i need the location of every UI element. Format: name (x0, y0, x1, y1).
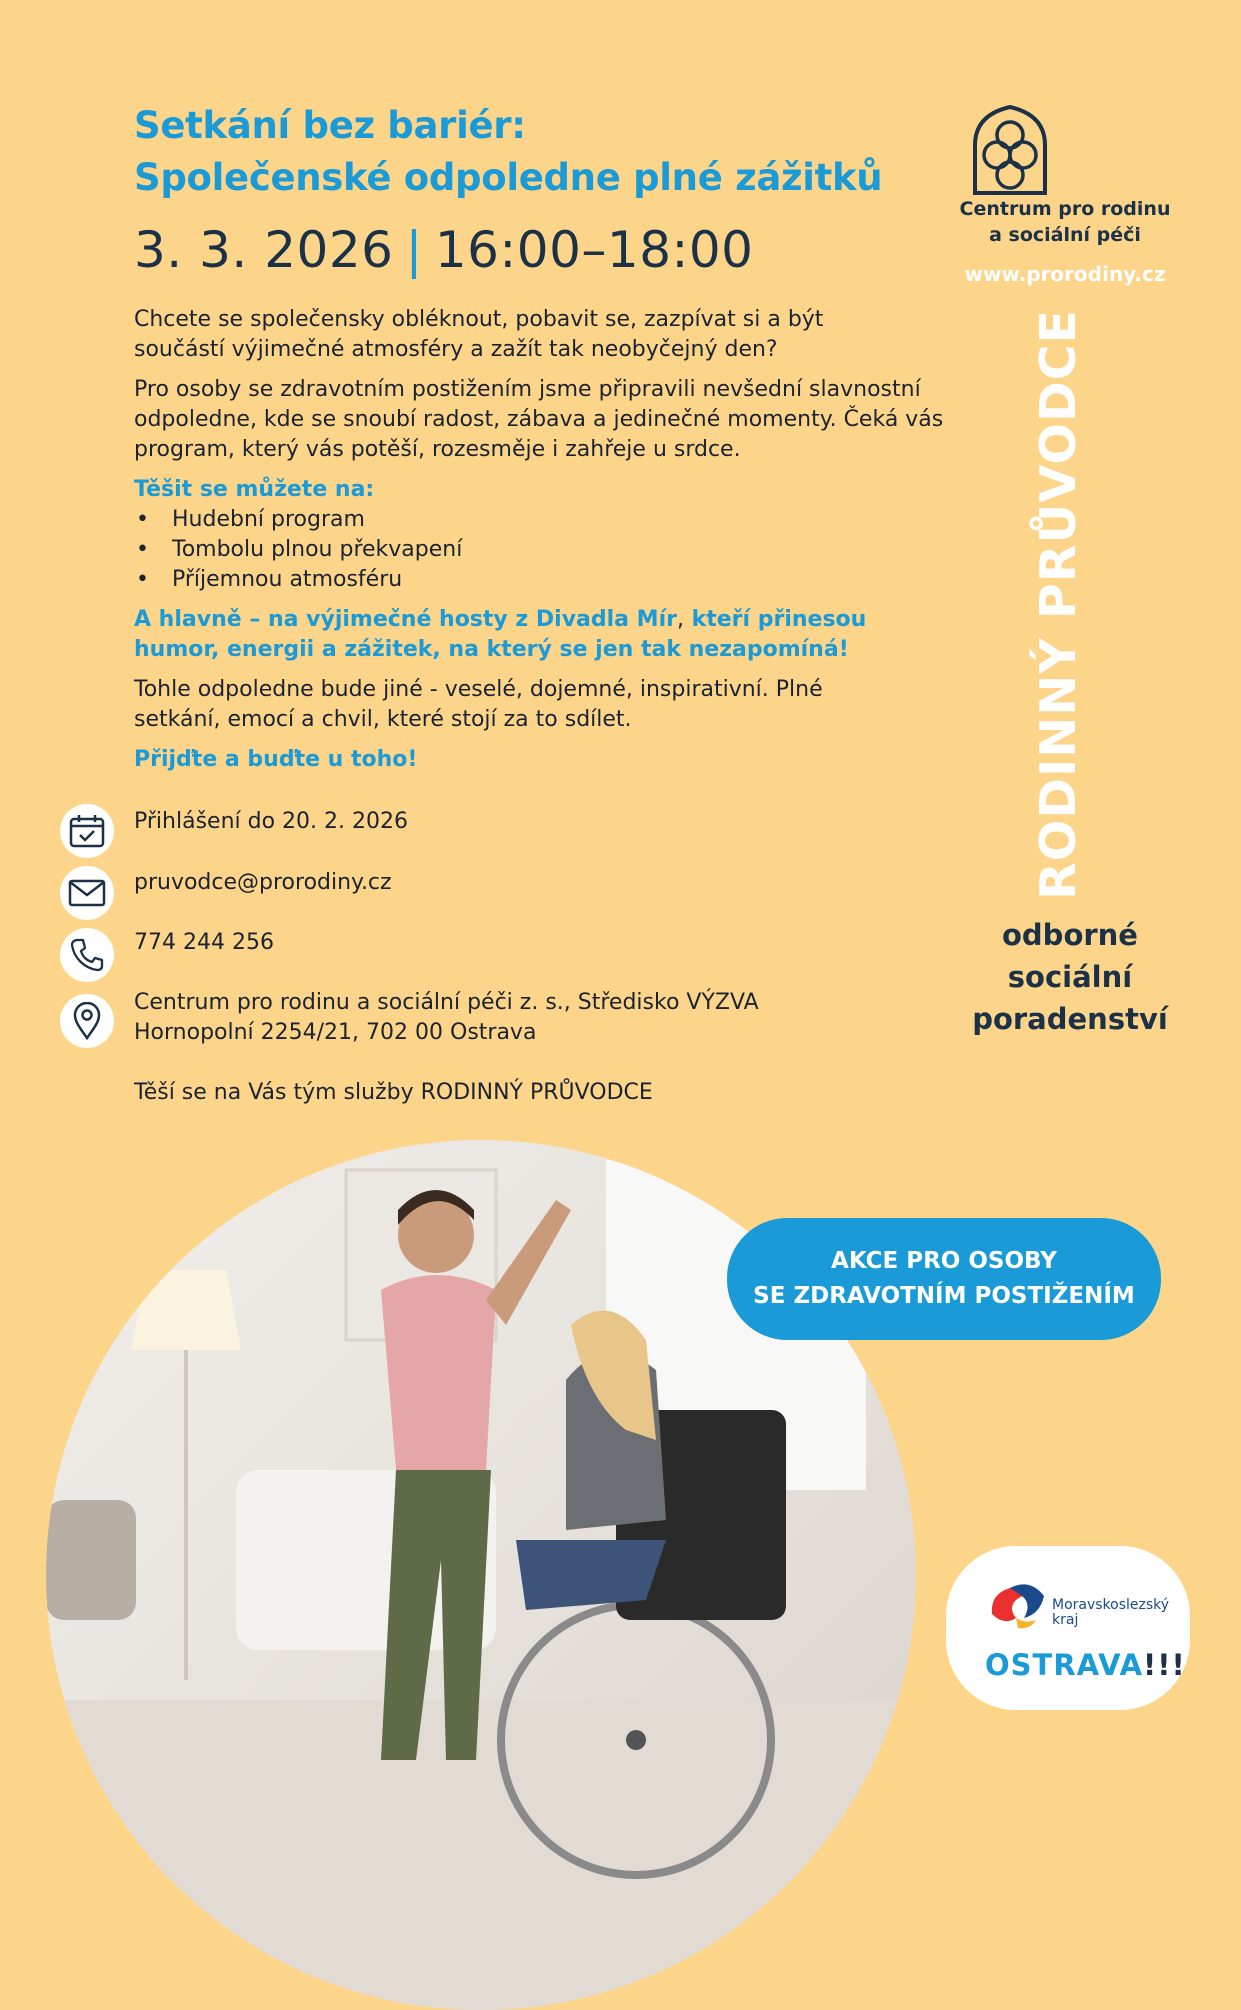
service-type-line1: odborné (1002, 918, 1138, 952)
envelope-icon (60, 866, 114, 920)
outro-paragraph: Tohle odpoledne bude jiné - veselé, dojemné, inspirativní. Plné setkání, emocí a chvil, které stojí za to sdílet. (134, 677, 823, 732)
organization-name-line1: Centrum pro rodinu (959, 198, 1171, 220)
event-title-line2: Společenské odpoledne plné zážitků (134, 156, 883, 199)
ostrava-logo (985, 1648, 1186, 1682)
organization-logo-icon (955, 105, 1065, 195)
list-item: • Hudební program (134, 505, 994, 535)
badge-line2: SE ZDRAVOTNÍM POSTIŽENÍM (753, 1283, 1135, 1309)
moravskoslezsky-kraj-logo-icon (986, 1574, 1048, 1636)
event-type-badge (727, 1218, 1161, 1340)
region-name-line2: kraj (1052, 1612, 1079, 1628)
highlight-part2: kteří přinesou humor, energii a zážitek, na který se jen tak nezapomíná! (134, 607, 867, 662)
registration-deadline: Přihlášení do 20. 2. 2026 (134, 809, 408, 834)
region-name (1052, 1598, 1192, 1628)
event-title-line1: Setkání bez bariér: (134, 104, 526, 147)
call-to-action: Přijďte a buďte u toho! (134, 747, 418, 772)
service-type-line2: sociální (1007, 960, 1133, 994)
highlight-comma: , (676, 607, 684, 632)
address (134, 988, 759, 1048)
service-type (930, 914, 1210, 1040)
list-heading: Těšit se můžete na: (134, 477, 375, 502)
email-link[interactable]: pruvodce@prorodiny.cz (134, 870, 392, 895)
website-link[interactable]: www.prorodiny.cz (964, 262, 1166, 286)
address-line1: Centrum pro rodinu a sociální péči z. s., Středisko VÝZVA (134, 990, 759, 1015)
list-item: • Tombolu plnou překvapení (134, 535, 994, 565)
ostrava-exclamations: !!! (1143, 1648, 1186, 1682)
organization-name (930, 196, 1200, 248)
location-pin-icon (60, 994, 114, 1048)
highlight-part1: A hlavně – na výjimečné hosty z Divadla Mír (134, 607, 677, 632)
service-name-vertical: RODINNÝ PRŮVODCE (1030, 308, 1087, 900)
region-name-line1: Moravskoslezský (1052, 1597, 1170, 1613)
ostrava-text: OSTRAVA (985, 1648, 1144, 1682)
event-date-time (134, 220, 754, 280)
signature: Těší se na Vás tým služby RODINNÝ PRŮVODCE (134, 1080, 653, 1105)
badge-line1: AKCE PRO OSOBY (831, 1248, 1057, 1274)
phone-number[interactable]: 774 244 256 (134, 930, 274, 955)
sponsor-panel (946, 1546, 1190, 1710)
service-type-line3: poradenství (972, 1002, 1168, 1036)
organization-name-line2: a sociální péči (989, 224, 1141, 246)
intro-paragraph: Chcete se společensky obléknout, pobavit se, zazpívat si a být součástí výjimečné atmosféry a zažít tak neobyčejný den? (134, 307, 824, 362)
description-paragraph: Pro osoby se zdravotním postižením jsme připravili nevšední slavnostní odpoledne, kde se snoubí radost, zábava a jedinečné momenty. Čeká vás program, který vás potěší, rozesměje i zahřeje u srdce. (134, 377, 944, 462)
phone-icon (60, 928, 114, 982)
event-time: 16:00–18:00 (434, 221, 754, 279)
event-date: 3. 3. 2026 (134, 221, 394, 279)
highlight-paragraph (134, 605, 914, 665)
address-line2: Hornopolní 2254/21, 702 00 Ostrava (134, 1020, 537, 1045)
program-list (134, 505, 994, 595)
calendar-check-icon (60, 804, 114, 858)
event-title (134, 100, 954, 204)
list-item: • Příjemnou atmosféru (134, 565, 994, 595)
event-description (134, 305, 994, 785)
date-separator: | (405, 221, 423, 279)
